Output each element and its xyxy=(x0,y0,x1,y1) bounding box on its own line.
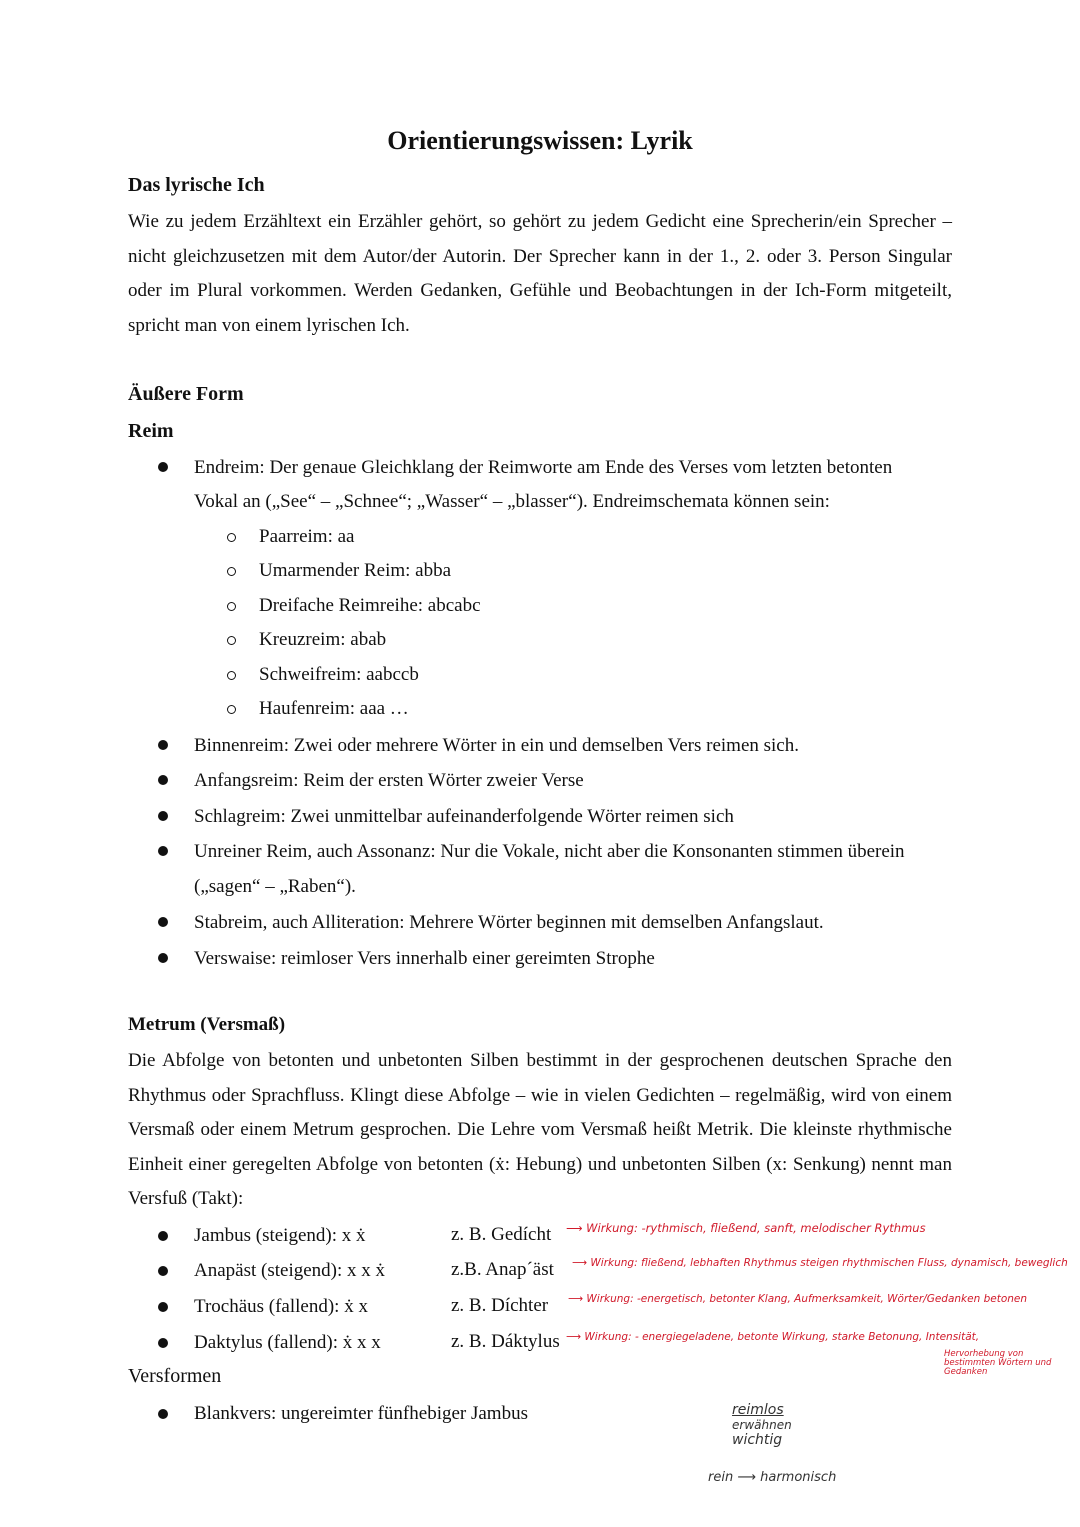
circle-bullet-icon xyxy=(227,567,236,576)
arrow-right-icon: ⟶ xyxy=(572,1257,588,1269)
pencil-note: wichtig xyxy=(732,1432,783,1448)
pencil-note: reimlos xyxy=(732,1402,784,1418)
circle-bullet-icon xyxy=(227,705,236,714)
circle-bullet-icon xyxy=(227,636,236,645)
bullet-dot xyxy=(158,740,168,750)
list-item-stabreim: Stabreim, auch Alliteration: Mehrere Wörter beginnen mit demselben Anfangslaut. xyxy=(194,912,824,933)
versfuss-example: z. B. Dáktylus xyxy=(451,1331,560,1352)
versfuss-example: z.B. Anap´äst xyxy=(451,1259,554,1280)
heading-lyrisches-ich: Das lyrische Ich xyxy=(128,174,265,196)
heading-aeussere-form: Äußere Form xyxy=(128,383,244,405)
versfuss-name: Daktylus (fallend): ẋ x x xyxy=(194,1332,381,1353)
circle-bullet-icon xyxy=(227,671,236,680)
bullet-dot xyxy=(158,775,168,785)
bullet-dot xyxy=(158,811,168,821)
bullet-dot xyxy=(158,1409,168,1419)
versfuss-name: Anapäst (steigend): x x ẋ xyxy=(194,1260,386,1281)
paragraph-metrum xyxy=(128,1044,952,1217)
versfuss-name: Trochäus (fallend): ẋ x xyxy=(194,1296,368,1317)
heading-reim: Reim xyxy=(128,420,174,442)
versfuss-example: z. B. Gedícht xyxy=(451,1224,552,1245)
pencil-note: erwähnen xyxy=(732,1418,792,1432)
page-title: Orientierungswissen: Lyrik xyxy=(387,126,693,155)
list-item-schema: Schweifreim: aabccb xyxy=(259,664,419,685)
list-item-endreim-1: Endreim: Der genaue Gleichklang der Reimworte am Ende des Verses vom letzten betonten xyxy=(194,457,893,478)
bullet-dot xyxy=(158,1302,168,1312)
bullet-dot xyxy=(158,1231,168,1241)
pencil-note: rein xyxy=(708,1470,734,1485)
list-item-anfangsreim: Anfangsreim: Reim der ersten Wörter zweier Verse xyxy=(194,770,584,791)
handwritten-note xyxy=(566,1221,926,1235)
note-text: Wirkung: -energetisch, betonter Klang, Aufmerksamkeit, Wörter/Gedanken betonen xyxy=(586,1293,1028,1305)
arrow-right-icon: ⟶ xyxy=(568,1293,584,1305)
versfuss-example: z. B. Díchter xyxy=(451,1295,549,1316)
circle-bullet-icon xyxy=(227,602,236,611)
bullet-dot xyxy=(158,953,168,963)
handwritten-note xyxy=(572,1257,1068,1269)
list-item-blankvers: Blankvers: ungereimter fünfhebiger Jambus xyxy=(194,1403,528,1424)
bullet-dot xyxy=(158,462,168,472)
list-item-schlagreim: Schlagreim: Zwei unmittelbar aufeinanderfolgende Wörter reimen sich xyxy=(194,806,734,827)
circle-bullet-icon xyxy=(227,533,236,542)
list-item-unreiner-reim-2: („sagen“ – „Raben“). xyxy=(194,876,356,897)
paragraph-text: Die Abfolge von betonten und unbetonten Silben bestimmt in der gesprochenen deutschen Sprache den Rhythmus oder Sprachfluss. Klingt diese Abfolge – wie in vielen Gedichten – regelmäßig, wird von einem Versmaß oder einem Metrum gesprochen. Die Lehre vom Versmaß heißt Metrik. Die kleinste rhythmische Einheit einer geregelten Abfolge von betonten (ẋ: Hebung) und unbetonten Silben (x: Senkung) nennt man Versfuß (Takt): xyxy=(128,1050,952,1210)
note-text: Wirkung: -rythmisch, fließend, sanft, melodischer Rythmus xyxy=(586,1221,926,1235)
list-item-schema: Paarreim: aa xyxy=(259,526,355,547)
handwritten-note-extra: Hervorhebung von bestimmten Wörtern und Gedanken xyxy=(944,1349,1052,1377)
arrow-right-icon: ⟶ xyxy=(566,1221,583,1235)
handwritten-note xyxy=(566,1331,979,1343)
list-item-verswaise: Verswaise: reimloser Vers innerhalb einer gereimten Strophe xyxy=(194,948,655,969)
heading-versformen: Versformen xyxy=(128,1365,222,1387)
list-item-endreim-2: Vokal an („See“ – „Schnee“; „Wasser“ – „blasser“). Endreimschemata können sein: xyxy=(194,491,830,512)
paragraph-text: Wie zu jedem Erzähltext ein Erzähler gehört, so gehört zu jedem Gedicht eine Sprecherin/ein Sprecher – nicht gleichzusetzen mit dem Autor/der Autorin. Der Sprecher kann in der 1., 2. oder 3. Person Singular oder im Plural vorkommen. Werden Gedanken, Gefühle und Beobachtungen in der Ich-Form mitgeteilt, spricht man von einem lyrischen Ich. xyxy=(128,211,952,336)
list-item-schema: Haufenreim: aaa … xyxy=(259,698,409,719)
note-text: Wirkung: - energiegeladene, betonte Wirkung, starke Betonung, Intensität, xyxy=(584,1331,980,1343)
paragraph-lyrisches-ich xyxy=(128,205,952,343)
list-item-binnenreim: Binnenreim: Zwei oder mehrere Wörter in ein und demselben Vers reimen sich. xyxy=(194,735,799,756)
list-item-schema: Dreifache Reimreihe: abcabc xyxy=(259,595,481,616)
list-item-schema: Umarmender Reim: abba xyxy=(259,560,452,581)
handwritten-note xyxy=(568,1293,1027,1305)
heading-metrum: Metrum (Versmaß) xyxy=(128,1014,286,1035)
bullet-dot xyxy=(158,917,168,927)
versfuss-name: Jambus (steigend): x ẋ xyxy=(194,1225,366,1246)
bullet-dot xyxy=(158,1338,168,1348)
pencil-note: harmonisch xyxy=(760,1470,837,1485)
note-text: Wirkung: fließend, lebhaften Rhythmus steigen rhythmischen Fluss, dynamisch, beweglich xyxy=(590,1257,1068,1269)
arrow-right-icon: ⟶ xyxy=(566,1331,582,1343)
list-item-schema: Kreuzreim: abab xyxy=(259,629,387,650)
list-item-unreiner-reim-1: Unreiner Reim, auch Assonanz: Nur die Vokale, nicht aber die Konsonanten stimmen überein xyxy=(194,841,905,862)
bullet-dot xyxy=(158,846,168,856)
bullet-dot xyxy=(158,1266,168,1276)
pencil-note-row xyxy=(708,1470,836,1485)
arrow-right-icon: ⟶ xyxy=(737,1470,756,1485)
